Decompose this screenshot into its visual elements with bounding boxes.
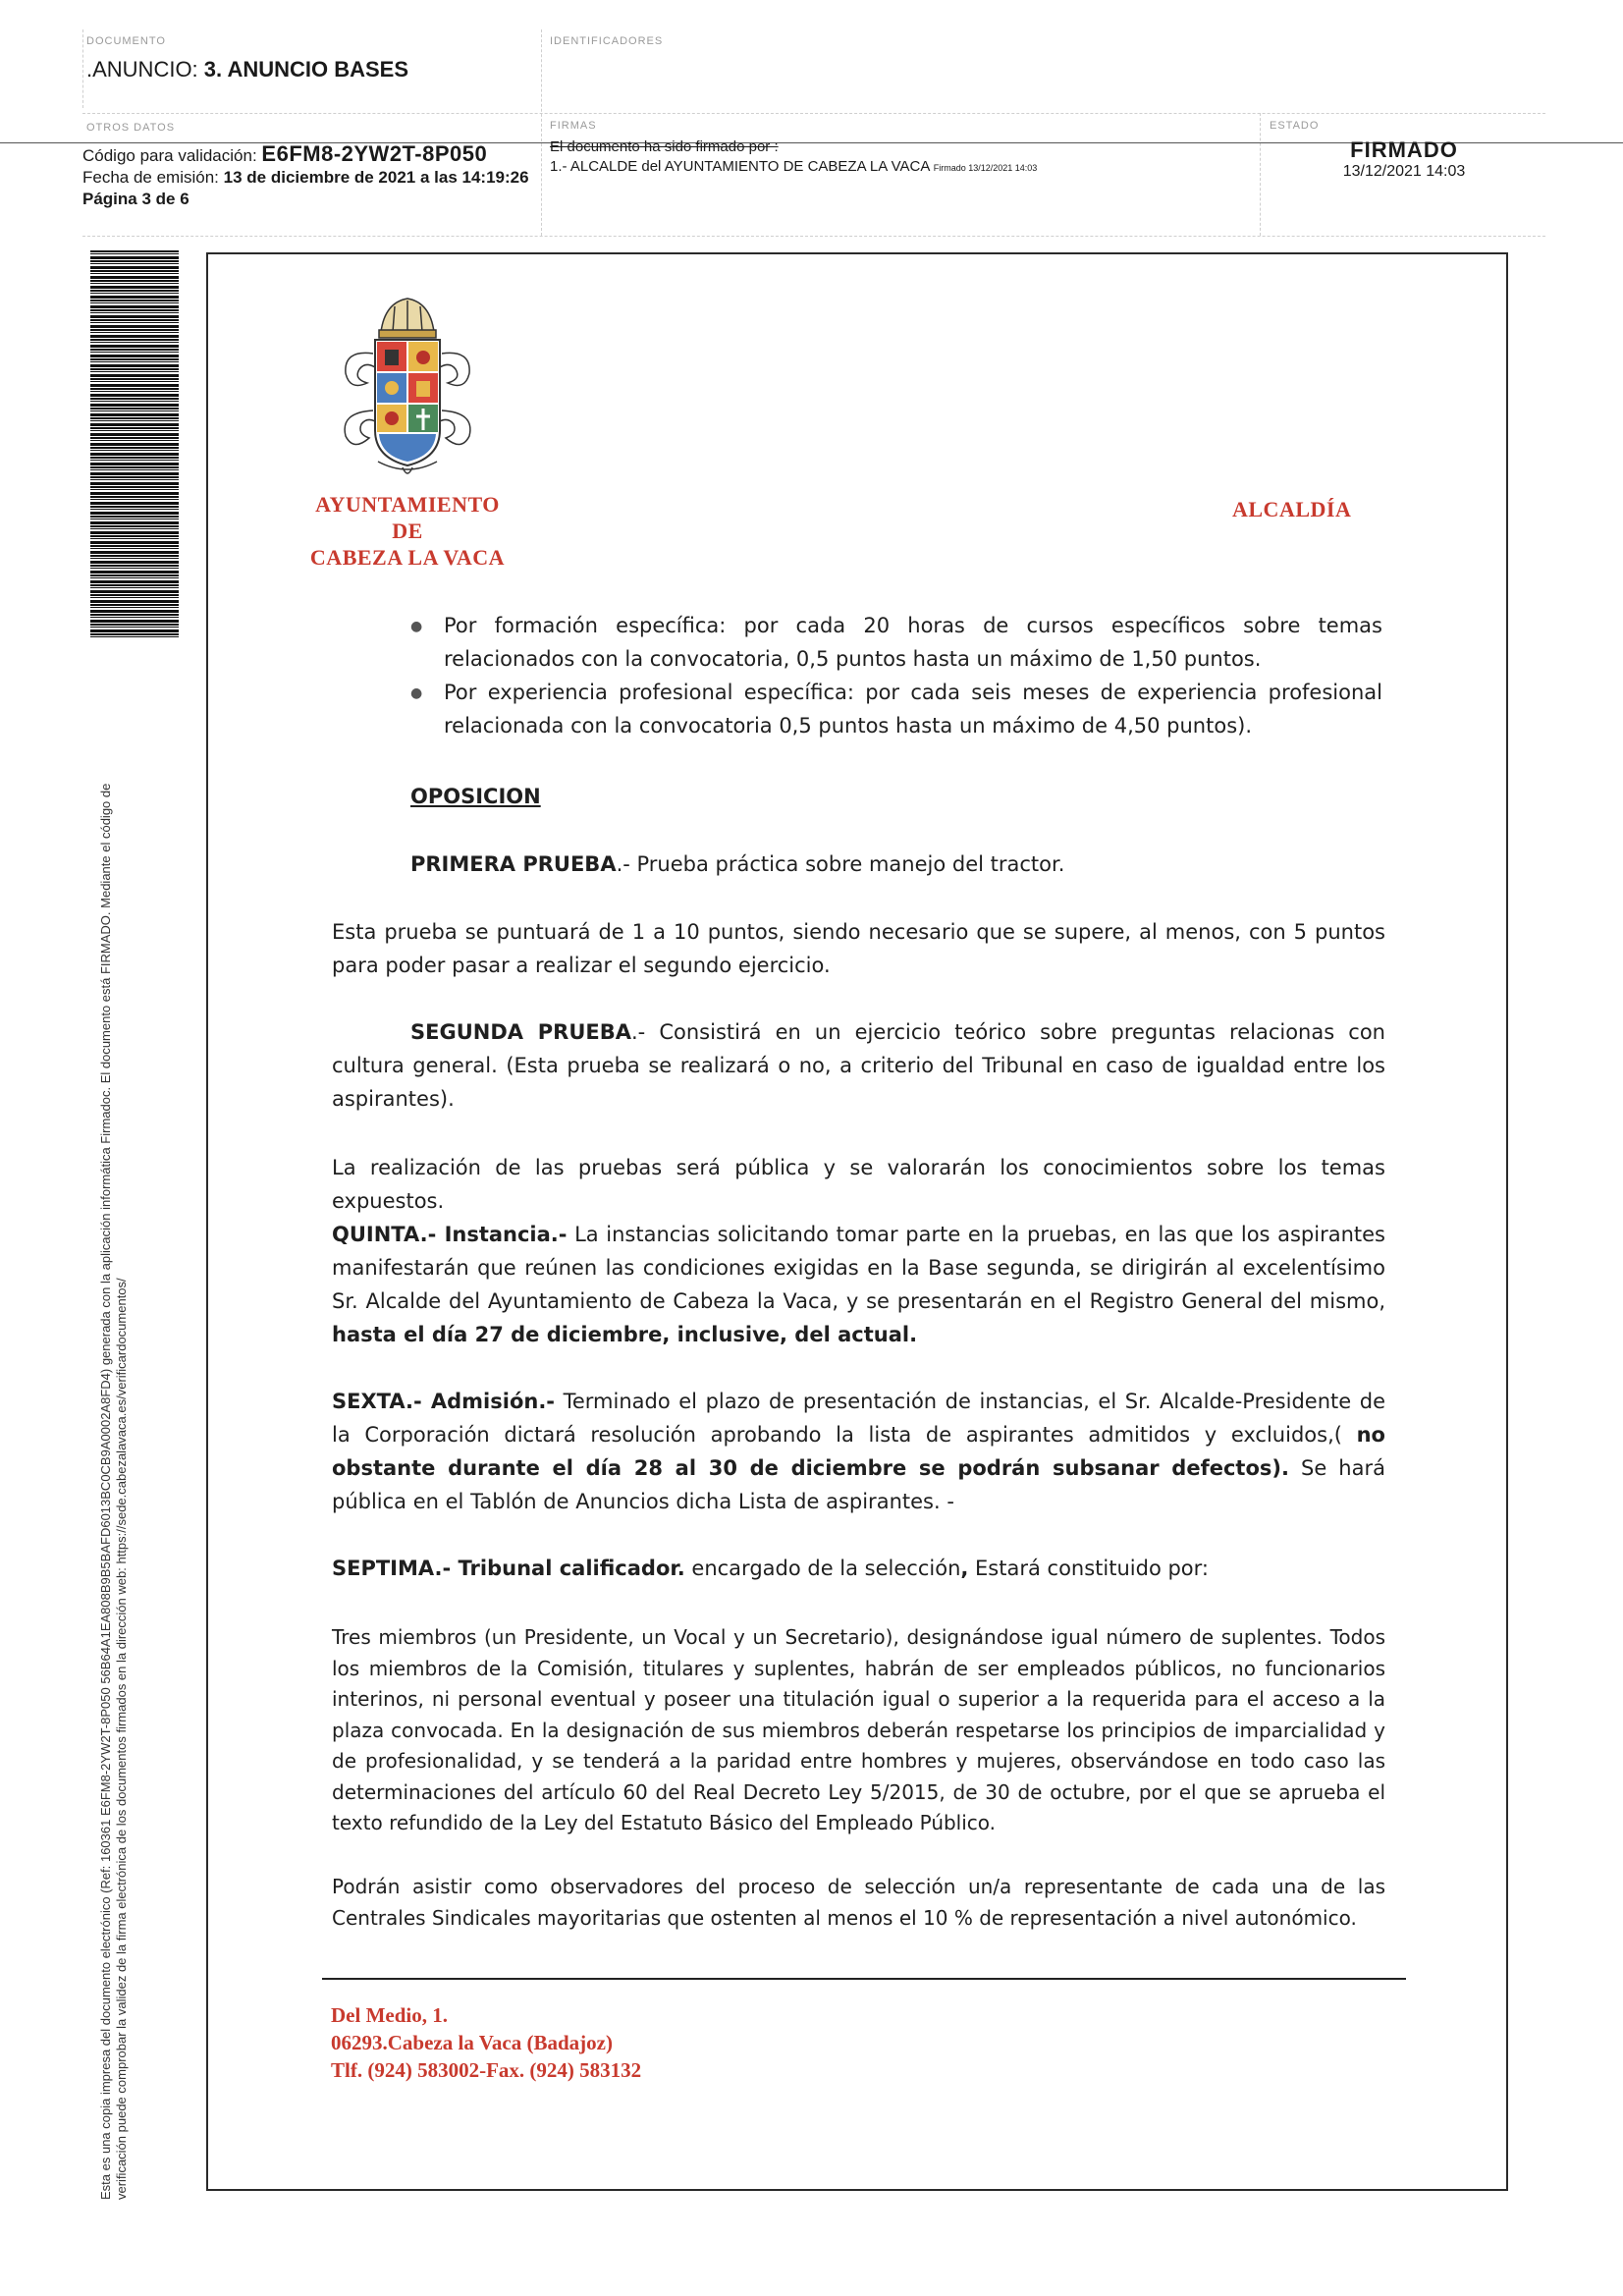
base-septima — [332, 1552, 1385, 1585]
list-item — [410, 676, 1382, 742]
estado-label: ESTADO — [1270, 120, 1320, 132]
codigo-label: Código para validación: — [82, 146, 262, 165]
document-title-value: 3. ANUNCIO BASES — [203, 57, 409, 82]
paragraph: Esta prueba se puntuará de 1 a 10 puntos, siendo necesario que se supere, al menos, con 5 puntos para poder pasar a realizar el segundo ejercicio. — [332, 920, 1385, 977]
septima-end: Estará constituido por: — [968, 1557, 1209, 1580]
footer-divider — [322, 1978, 1406, 1980]
segunda-prueba-label: SEGUNDA PRUEBA — [410, 1020, 631, 1044]
sexta-text: Terminado el plazo de presentación de instancias, el Sr. Alcalde-Presidente de la Corporación dictará resolución aprobando la lista de aspirantes admitidos y excluidos,( — [332, 1390, 1385, 1447]
firmas-label: FIRMAS — [550, 120, 597, 132]
primera-prueba — [410, 847, 1382, 881]
header-divider — [82, 236, 1545, 237]
side-verification-note — [98, 668, 130, 2200]
quinta-deadline: hasta el día 27 de diciembre, inclusive, del actual. — [332, 1323, 918, 1346]
status-badge: FIRMADO — [1350, 137, 1458, 162]
section-heading-oposicion: OPOSICION — [410, 785, 541, 808]
sexta-label: SEXTA.- Admisión.- — [332, 1390, 556, 1413]
paragraph-tribunal: Tres miembros (un Presidente, un Vocal y un Secretario), designándose igual número de suplentes. Todos los miembros de la Comisión, titulares y suplentes, habrán de ser empleados públicos, no funcionarios interinos, ni personal eventual y poseer una titulación igual o superior a la requerida para el acceso a la plaza convocada. En la designación de sus miembros deberán respetarse los principios de imparcialidad y de profesionalidad, y se tenderá a la paridad entre hombres y mujeres, observándose en todo caso las determinaciones del artículo 60 del Real Decreto Ley 5/2015, de 30 de octubre, por el que se aprueba el texto refundido de la Ley del Estatuto Básico del Empleado Público. — [332, 1625, 1385, 1834]
signer-date: Firmado 13/12/2021 14:03 — [933, 163, 1038, 173]
status-block — [1276, 137, 1532, 181]
side-note-line1: Esta es una copia impresa del documento electrónico (Ref: 160361 E6FM8-2YW2T-8P050 56B64A1EA808B9B5BAFD6013BC0CB9A0002A8FD4) generada con la aplicación informática Firmadoc. El documento está FIRMADO. Mediante el código de — [98, 783, 113, 2200]
address-line1: Del Medio, 1. — [331, 2003, 448, 2027]
address-line2: 06293.Cabeza la Vaca (Badajoz) — [331, 2031, 613, 2054]
primera-prueba-label: PRIMERA PRUEBA — [410, 852, 617, 876]
base-sexta — [332, 1385, 1385, 1518]
status-date: 13/12/2021 14:03 — [1342, 163, 1466, 180]
side-note-line2: verificación puede comprobar la validez de la firma electrónica de los documentos firmados en la dirección web: https://sede.cabezalavaca.es/verificardocumentos/ — [114, 1278, 129, 2200]
segunda-prueba — [332, 1015, 1385, 1116]
identificadores-label: IDENTIFICADORES — [550, 35, 664, 47]
quinta-text: La instancias solicitando tomar parte en la pruebas, en las que los aspirantes manifestarán que reúnen las condiciones exigidas en la Base segunda, se dirigirán al excelentísimo Sr. Alcalde del Ayuntamiento de Cabeza la Vaca, y se presentarán en el Registro General del mismo, — [332, 1223, 1385, 1313]
emission-date: 13 de diciembre de 2021 a las 14:19:26 — [223, 168, 529, 187]
documento-label: DOCUMENTO — [86, 35, 166, 47]
bullet-text: Por formación específica: por cada 20 horas de cursos específicos sobre temas relacionados con la convocatoria, 0,5 puntos hasta un máximo de 1,50 puntos. — [444, 614, 1382, 671]
quinta-label: QUINTA.- Instancia.- — [332, 1223, 568, 1246]
base-quinta — [332, 1218, 1385, 1351]
footer-address — [331, 2001, 641, 2084]
org-line3: CABEZA LA VACA — [309, 545, 506, 570]
header-divider — [82, 29, 83, 108]
address-line3: Tlf. (924) 583002-Fax. (924) 583132 — [331, 2058, 642, 2082]
validation-block — [82, 143, 529, 210]
septima-comma: , — [960, 1557, 969, 1580]
bullet-icon: ● — [410, 685, 423, 701]
sexta-end: Se hará pública en el Tablón de Anuncios dicha Lista de aspirantes. - — [332, 1456, 1385, 1513]
fecha-label: Fecha de emisión: — [82, 168, 224, 187]
header-divider — [541, 29, 542, 236]
segunda-prueba-text: .- Consistirá en un ejercicio teórico sobre preguntas relacionas con cultura general. (Esta prueba se realizará o no, a criterio del Tribunal en caso de igualdad entre los aspirantes). — [332, 1020, 1385, 1111]
signer: 1.- ALCALDE del AYUNTAMIENTO DE CABEZA LA VACA — [550, 158, 930, 175]
document-title-prefix: .ANUNCIO: — [86, 57, 204, 82]
page-counter: Página 3 de 6 — [82, 190, 189, 208]
paragraph: La realización de las pruebas será pública y se valorarán los conocimientos sobre los temas expuestos. — [332, 1156, 1385, 1213]
otros-datos-label: OTROS DATOS — [86, 122, 176, 134]
bullet-icon: ● — [410, 619, 423, 634]
org-line1: AYUNTAMIENTO — [315, 492, 500, 517]
document-title — [86, 57, 408, 82]
septima-label: SEPTIMA.- Tribunal calificador. — [332, 1557, 685, 1580]
signed-by-intro: El documento ha sido firmado por : — [550, 138, 779, 155]
primera-prueba-text: .- Prueba práctica sobre manejo del tractor. — [616, 852, 1065, 876]
septima-text: encargado de la selección — [684, 1557, 961, 1580]
bullet-text: Por experiencia profesional específica: por cada seis meses de experiencia profesional relacionada con la convocatoria 0,5 puntos hasta un máximo de 4,50 puntos). — [444, 681, 1382, 738]
list-item — [410, 609, 1382, 676]
signatures-block — [550, 137, 1037, 178]
sexta-deadline: no obstante durante el día 28 al 30 de diciembre se podrán subsanar defectos). — [332, 1423, 1385, 1480]
paragraph-observadores: Podrán asistir como observadores del proceso de selección un/a representante de cada una de las Centrales Sindicales mayoritarias que ostenten al menos el 10 % de representación a nivel autonómico. — [332, 1875, 1385, 1930]
organization-name — [299, 491, 515, 571]
header-divider — [1260, 113, 1261, 236]
header-divider — [82, 113, 1545, 114]
department-label: ALCALDÍA — [1232, 497, 1352, 521]
barcode-icon — [90, 250, 179, 638]
org-line2: DE — [392, 519, 423, 543]
bullet-list — [410, 609, 1382, 742]
municipal-coat-of-arms-icon — [324, 293, 491, 479]
validation-code: E6FM8-2YW2T-8P050 — [261, 141, 488, 166]
